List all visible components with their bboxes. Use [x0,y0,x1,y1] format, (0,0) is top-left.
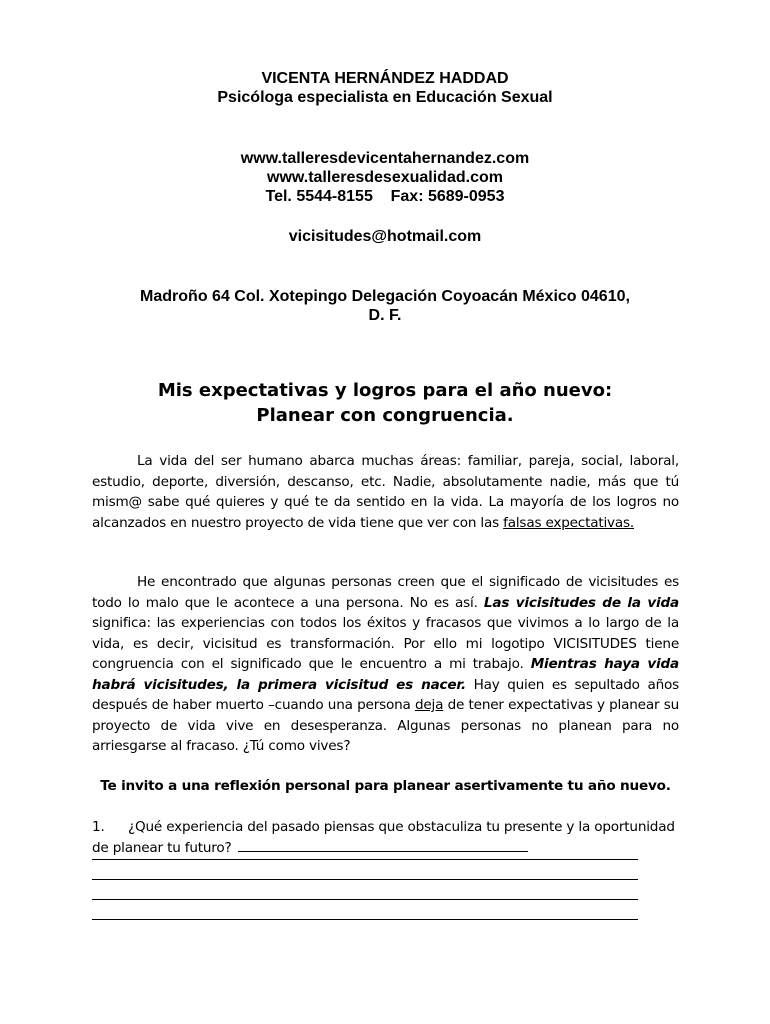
paragraph-2-part-1: He encontrado que algunas personas creen que el significado de vicisitudes es todo lo malo que le acontece a una persona. No es así. [92,574,679,611]
paragraph-1 [92,451,679,533]
title-line-2: Planear con congruencia. [256,405,514,426]
answer-line[interactable] [92,919,638,920]
paragraph-2 [92,572,679,757]
invitation [92,776,679,797]
paragraph-2-underlined: deja [414,697,444,713]
paragraph-2-part-4: de tener expectativas y planear su proyecto de vida vive en desesperanza. Algunas personas no planean para no arriesgarse al fracaso. ¿Tú como vives? [92,697,679,754]
email-block [0,227,770,246]
document-title [92,378,678,428]
answer-line[interactable] [92,859,638,860]
answer-lines [92,859,638,939]
website-2: www.talleresdesexualidad.com [267,169,503,186]
paragraph-2-bold-1: Las vicisitudes de la vida [483,594,679,611]
question-1 [92,817,679,858]
website-1: www.talleresdevicentahernandez.com [240,150,530,167]
question-1-number: 1. [92,819,105,835]
contact-block [0,149,770,206]
address-line-1: Madroño 64 Col. Xotepingo Delegación Coyoacán México 04610, [140,288,630,305]
paragraph-2-part-3: Hay quien es sepultado años después de haber muerto –cuando una persona [92,676,679,713]
paragraph-1-underlined: falsas expectativas. [503,514,635,531]
answer-line-inline[interactable] [238,839,528,852]
address-block [92,287,678,325]
question-1-text: ¿Qué experiencia del pasado piensas que obstaculiza tu presente y la oportunidad de planear tu futuro? [92,819,675,856]
email: vicisitudes@hotmail.com [288,228,482,245]
title-line-1: Mis expectativas y logros para el año nuevo: [157,380,613,401]
invitation-text: Te invito a una reflexión personal para planear asertivamente tu año nuevo. [100,778,671,794]
paragraph-2-bold-2: Mientras haya vida habrá vicisitudes, la primera vicisitud es nacer. [92,656,679,693]
author-name: VICENTA HERNÁNDEZ HADDAD [261,70,509,87]
phone-fax: Tel. 5544-8155 Fax: 5689-0953 [265,188,505,205]
paragraph-2-part-2: significa: las experiencias con todos los éxitos y fracasos que vivimos a lo largo de la vida, es decir, vicisitud es transformación. Por ello mi logotipo VICISITUDES tiene congruencia con el significado que le encuentro a mi trabajo. [92,615,679,672]
paragraph-1-text: La vida del ser humano abarca muchas áreas: familiar, pareja, social, laboral, estudio, deporte, diversión, descanso, etc. Nadie, absolutamente nadie, más que tú mism@ sabe qué quieres y qué te da sentido en la vida. La mayoría de los logros no alcanzados en nuestro proyecto de vida tiene que ver con las [92,453,679,531]
address-line-2: D. F. [368,307,402,324]
author-block [0,69,770,107]
author-profession: Psicóloga especialista en Educación Sexual [217,89,553,106]
answer-line[interactable] [92,899,638,900]
answer-line[interactable] [92,879,638,880]
